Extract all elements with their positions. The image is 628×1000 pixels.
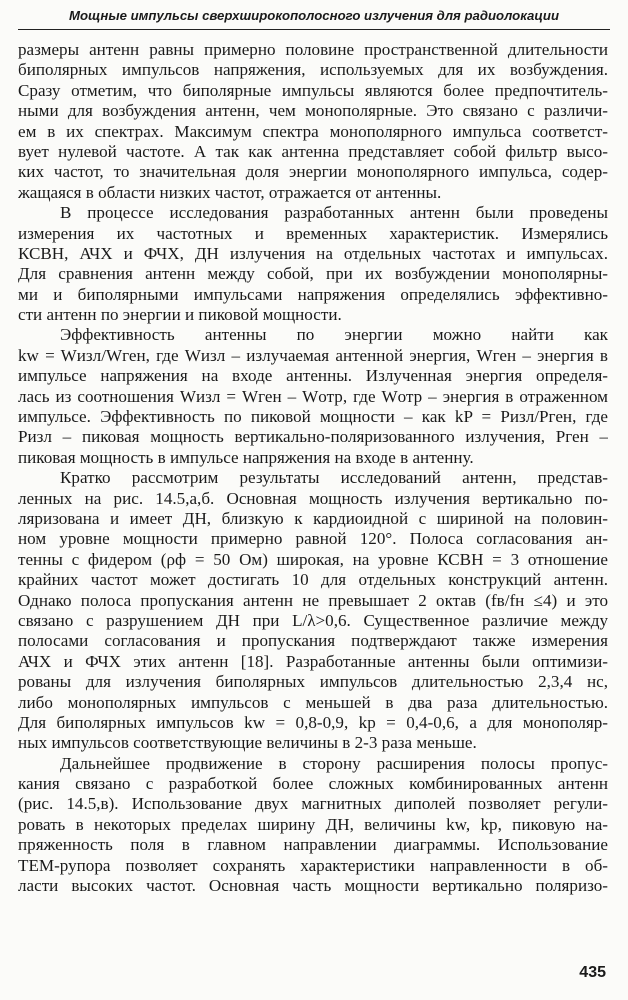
text-line: пряженность поля в главном направлении диаграммы. Использование <box>18 835 608 855</box>
text-line: либо монополярных импульсов с меньшей в два раза длительностью. <box>18 692 608 712</box>
page-number: 435 <box>579 964 606 981</box>
text-line: жащаяся в области низких частот, отражается от антенны. <box>18 182 442 202</box>
text-line: ем в их спектрах. Максимум спектра монополярного импульса соответст- <box>18 121 608 141</box>
text-line: измерения их частотных и временных характеристик. Измерялись <box>18 223 608 243</box>
text-line: размеры антенн равны примерно половине пространственной длительности <box>18 40 608 59</box>
text-line: пиковая мощность в импульсе напряжения на входе в антенну. <box>18 447 474 467</box>
text-line: ными для возбуждения антенн, чем монополярные. Это связано с различи- <box>18 101 608 121</box>
text-line: сти антенн по энергии и пиковой мощности. <box>18 305 342 325</box>
text-line: kw = Wизл/Wген, где Wизл – излучаемая антенной энергия, Wген – энергия в <box>18 345 608 365</box>
text-line: Кратко рассмотрим результаты исследований антенн, представ- <box>60 468 608 488</box>
text-line: ных импульсов соответствующие величины в 2-3 раза меньше. <box>18 733 477 753</box>
paragraph <box>18 203 608 325</box>
text-line: связано с разрушением ДН при L/λ>0,6. Существенное различие между <box>18 610 608 630</box>
text-line: Однако полоса пропускания антенн не превышает 2 октав (fв/fн ≤4) и это <box>18 590 608 610</box>
text-line: Для биполярных импульсов kw = 0,8-0,9, kp = 0,4-0,6, а для монополяр- <box>18 712 608 732</box>
text-line: ляризована и имеет ДН, близкую к кардиоидной с шириной на половин- <box>18 508 608 528</box>
text-line: кания связано с разработкой более сложных комбинированных антенн <box>18 774 608 794</box>
paragraph <box>18 325 608 468</box>
text-line: (рис. 14.5,в). Использование двух магнитных диполей позволяет регули- <box>18 794 608 814</box>
paragraph <box>18 468 608 753</box>
text-line: биполярных импульсов напряжения, используемых для их возбуждения. <box>18 60 608 80</box>
text-line: Для сравнения антенн между собой, при их возбуждении монополярны- <box>18 264 608 284</box>
paragraph <box>18 754 608 897</box>
text-line: ленных на рис. 14.5,а,б. Основная мощность излучения вертикально по- <box>18 488 608 508</box>
text-line: крайних частот может достигать 10 для отдельных конструкций антенн. <box>18 570 608 590</box>
text-line: тенны с фидером (ρф = 50 Ом) широкая, на уровне КСВН = 3 отношение <box>18 549 608 569</box>
text-line: В процессе исследования разработанных антенн были проведены <box>60 203 608 223</box>
text-line: Дальнейшее продвижение в сторону расширения полосы пропус- <box>60 753 608 773</box>
text-line: АЧХ и ФЧХ этих антенн [18]. Разработанные антенны были оптимизи- <box>18 651 608 671</box>
text-line: импульсе напряжения на входе антенны. Излученная энергия определя- <box>18 366 608 386</box>
text-line: Pизл – пиковая мощность вертикально-поляризованного излучения, Pген – <box>18 427 608 447</box>
text-line: ном уровне мощности примерно равной 120°. Полоса согласования ан- <box>18 529 608 549</box>
text-line: лась из соотношения Wизл = Wген – Wотр, где Wотр – энергия в отраженном <box>18 386 608 406</box>
text-line: импульсе. Эффективность по пиковой мощности – как kP = Pизл/Pген, где <box>18 407 608 427</box>
body-text <box>18 40 608 896</box>
text-line: ласти высоких частот. Основная часть мощности вертикально поляризо- <box>18 876 608 896</box>
text-line: ми и биполярными импульсами напряжения определялись эффективно- <box>18 284 608 304</box>
text-line: ТЕМ-рупора позволяет сохранять характеристики направленности в об- <box>18 855 608 875</box>
text-line: Сразу отметим, что биполярные импульсы являются более предпочтитель- <box>18 80 608 100</box>
text-line: вует нулевой частоте. А так как антенна представляет собой фильтр высо- <box>18 141 608 161</box>
running-header: Мощные импульсы сверхширокополосного излучения для радиолокации <box>18 8 610 30</box>
text-line: КСВН, АЧХ и ФЧХ, ДН излучения на отдельных частотах и импульсах. <box>18 243 608 263</box>
text-line: Эффективность антенны по энергии можно найти как <box>60 325 608 345</box>
text-line: полосами согласования и пропускания подтверждают также измерения <box>18 631 608 651</box>
text-line: рованы для излучения биполярных импульсов длительностью 2,3,4 нс, <box>18 672 608 692</box>
paragraph <box>18 40 608 203</box>
text-line: ровать в некоторых пределах ширину ДН, величины kw, kp, пиковую на- <box>18 814 608 834</box>
text-line: ких частот, то значительная доля энергии монополярного импульса, содер- <box>18 162 608 182</box>
